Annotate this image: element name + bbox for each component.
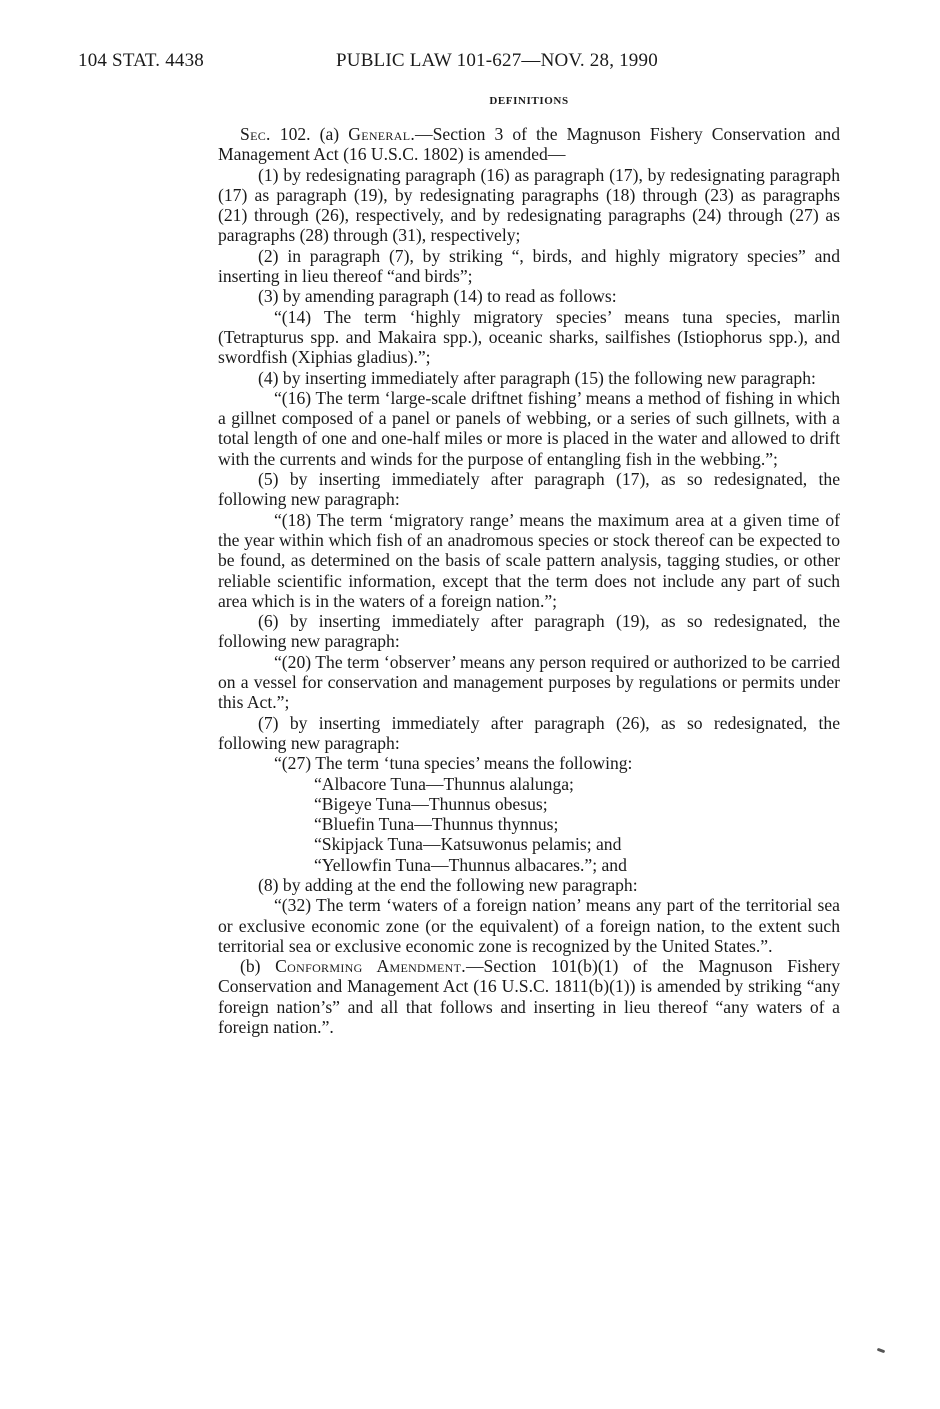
amendment-item-2: (2) in paragraph (7), by striking “, birds, and highly migratory species” and inserting in lieu thereof “and birds”; [218,245,840,287]
document-body [218,124,840,1037]
quoted-paragraph-20: “(20) The term ‘observer’ means any person required or authorized to be carried on a vessel for conservation and management purposes by regulations or permits under this Act.”; [218,651,840,713]
tuna-list-item: “Skipjack Tuna—Katsuwonus pelamis; and [314,834,622,855]
quoted-paragraph-32: “(32) The term ‘waters of a foreign nation’ means any part of the territorial sea or exclusive economic zone (or the equivalent) of a foreign nation, to the extent such territorial sea or exclusive economic zone is recognized by the United States.”. [218,895,840,956]
conforming-amendment [218,956,840,1037]
sec-label: Sec. [240,124,271,144]
stat-citation: 104 STAT. 4438 [78,50,205,71]
quoted-paragraph-14: “(14) The term ‘highly migratory species’ means tuna species, marlin (Tetrapturus spp. and Makaira spp.), oceanic sharks, sailfishes (Istiophorus spp.), and swordfish (Xiphias gladius).”; [218,306,840,368]
tuna-list-item: “Albacore Tuna—Thunnus alalunga; [314,773,574,794]
amendment-item-6: (6) by inserting immediately after paragraph (19), as so redesignated, the following new paragraph: [218,611,840,652]
quoted-paragraph-18: “(18) The term ‘migratory range’ means the maximum area at a given time of the year within which fish of an anadromous species or stock thereof can be expected to be found, as determined on the basis of scale pattern analysis, tagging studies, or other reliable scientific information, except that the term does not include any part of such area which is in the waters of a foreign nation.”; [218,509,840,611]
scan-speck [877,1348,886,1354]
quoted-paragraph-16: “(16) The term ‘large-scale driftnet fishing’ means a method of fishing in which a gillnet composed of a panel or panels of webbing, or a series of such gillnets, with a total length of one and one-half miles or more is placed in the water and allowed to drift with the currents and winds for the purpose of entangling fish in the webbing.”; [218,387,840,469]
section-intro [218,124,840,165]
tuna-list-item: “Yellowfin Tuna—Thunnus albacares.”; and [314,854,627,875]
amendment-item-1: (1) by redesignating paragraph (16) as paragraph (17), by redesignating paragraph (17) as paragraph (19), by redesignating paragraphs (18) through (23) as paragraphs (21) through (26), respectively, and by redesignating paragraphs (24) through (27) as paragraphs (28) through (31), respectively; [218,164,840,246]
tuna-list-item: “Bluefin Tuna—Thunnus thynnus; [314,814,559,835]
amendment-item-4: (4) by inserting immediately after paragraph (15) the following new paragraph: [258,367,816,388]
conforming-heading: Conforming Amendment. [275,956,466,977]
intro-text: —Section 3 of the Magnuson Fishery Conservation and Management Act (16 U.S.C. 1802) is amended— [218,124,841,165]
general-heading: General. [348,124,416,144]
conforming-lead: (b) [240,956,276,977]
tuna-list-item: “Bigeye Tuna—Thunnus obesus; [314,793,548,814]
conforming-text: —Section 101(b)(1) of the Magnuson Fishery Conservation and Management Act (16 U.S.C. 1811(b)(1)) is amended by striking “any foreign nation’s” and all that follows and inserting in lieu thereof “any waters of a foreign nation.”. [218,956,841,1038]
sec-lead: 102. (a) [270,124,349,144]
quoted-paragraph-27: “(27) The term ‘tuna species’ means the following: [274,753,633,774]
section-heading: DEFINITIONS [489,95,569,107]
amendment-item-8: (8) by adding at the end the following new paragraph: [258,874,638,895]
amendment-item-5: (5) by inserting immediately after paragraph (17), as so redesignated, the following new paragraph: [218,469,840,510]
amendment-item-7: (7) by inserting immediately after paragraph (26), as so redesignated, the following new paragraph: [218,712,840,753]
amendment-item-3: (3) by amending paragraph (14) to read as follows: [258,286,617,307]
public-law-title: PUBLIC LAW 101-627—NOV. 28, 1990 [336,50,658,71]
